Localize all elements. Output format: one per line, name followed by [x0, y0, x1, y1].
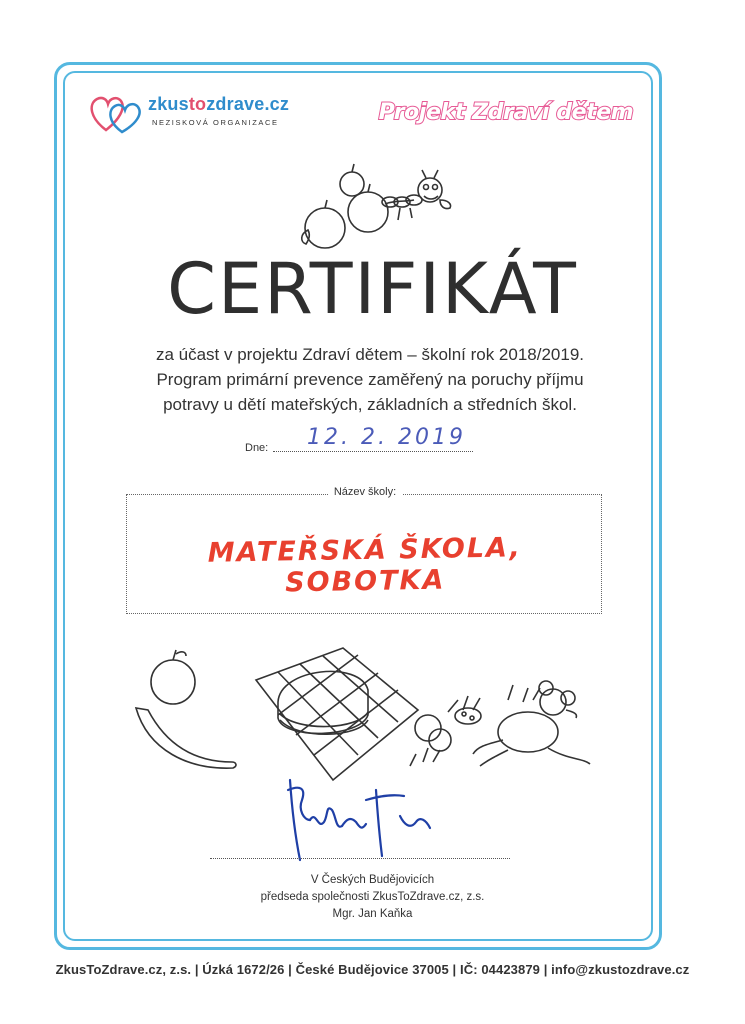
- footer-contact: ZkusToZdrave.cz, z.s. | Úzká 1672/26 | České Budějovice 37005 | IČ: 04423879 | info@zkustozdrave.cz: [55, 962, 690, 977]
- date-label: Dne:: [245, 442, 269, 454]
- signer-place: V Českých Budějovicích: [310, 874, 435, 886]
- signer-block: [0, 872, 745, 923]
- handwritten-signature: [280, 760, 440, 870]
- school-name-box: [126, 486, 602, 614]
- signer-name: Mgr. Jan Kaňka: [332, 908, 413, 920]
- hearts-logo-icon: [88, 90, 148, 136]
- certificate-title: CERTIFIKÁT: [167, 248, 578, 330]
- date-dotted-line: [273, 451, 473, 452]
- date-handwritten-value: 12. 2. 2019: [307, 425, 466, 450]
- project-badge: Projekt Zdraví dětem: [378, 100, 634, 125]
- signature-dotted-line: [210, 858, 510, 859]
- logo-subtitle: NEZISKOVÁ ORGANIZACE: [152, 118, 279, 127]
- school-label-wrap: [127, 486, 603, 498]
- description-line: Program primární prevence zaměřený na poruchy příjmu: [156, 370, 584, 389]
- signer-role: předseda společnosti ZkusToZdrave.cz, z.s.: [260, 891, 485, 903]
- organization-logo: [88, 90, 288, 138]
- description-line: potravy u dětí mateřských, základních a středních škol.: [163, 395, 577, 414]
- logo-wordmark: zkustozdrave.cz: [148, 94, 290, 114]
- certificate-description: [110, 342, 630, 417]
- apples-and-caterpillar-illustration: [290, 160, 460, 256]
- description-line: za účast v projektu Zdraví dětem – školní rok 2018/2019.: [155, 345, 585, 364]
- school-label: Název školy:: [328, 486, 402, 498]
- date-row: [245, 425, 485, 455]
- school-name-handwritten: MATEŘSKÁ ŠKOLA, SOBOTKA: [207, 532, 522, 599]
